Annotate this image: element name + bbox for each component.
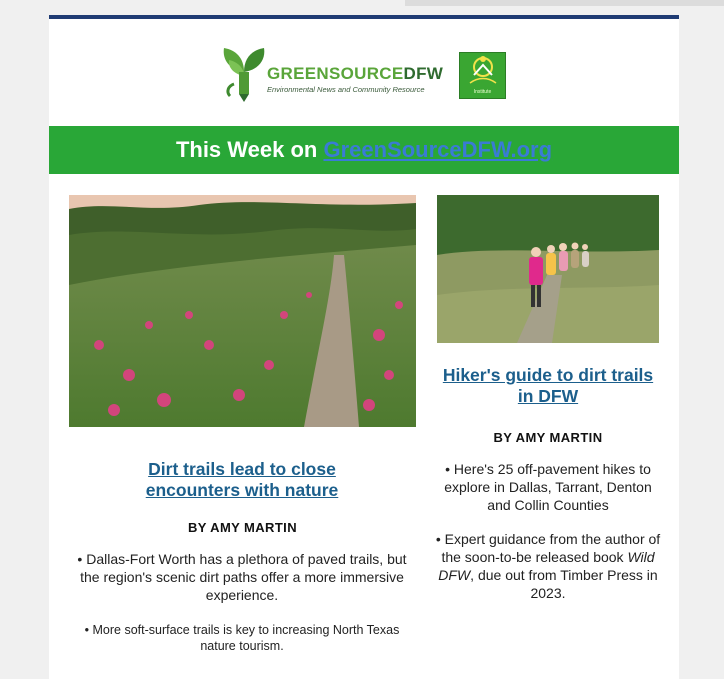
brand-tagline: Environmental News and Community Resource — [267, 85, 425, 94]
trail-photo-left[interactable] — [69, 195, 416, 427]
partner-emblem-icon — [460, 53, 507, 89]
article-left-bullet-2: • More soft-surface trails is key to increasing North Texas nature tourism. — [84, 623, 400, 653]
bullet2-text-start: • Expert guidance from the author of the soon-to-be released book — [435, 531, 661, 565]
article-right-byline: BY AMY MARTIN — [493, 430, 603, 445]
trail-photo-right[interactable] — [437, 195, 659, 343]
week-banner — [49, 126, 679, 174]
partner-name: Institute — [473, 89, 492, 95]
article-right-bullet-2 — [431, 530, 665, 602]
article-left-byline: BY AMY MARTIN — [188, 520, 297, 535]
bullet2-text-end: , due out from Timber Press in 2023. — [470, 567, 658, 601]
leaf-pencil-logo-icon — [220, 42, 268, 102]
article-right-title[interactable]: Hiker's guide to dirt trails in DFW — [442, 365, 654, 406]
article-right-bullet-1: • Here's 25 off-pavement hikes to explore in Dallas, Tarrant, Denton and Collin Counties — [444, 461, 652, 513]
hikers-image — [437, 195, 659, 343]
newsletter-header — [49, 19, 679, 126]
brand-name-part1: GREENSOURCE — [267, 64, 404, 83]
brand-name — [267, 64, 443, 84]
brand-name-part2: DFW — [403, 64, 444, 83]
article-left-title[interactable]: Dirt trails lead to close encounters with nature — [145, 459, 339, 500]
partner-logo[interactable] — [459, 52, 506, 99]
trail-landscape-image — [69, 195, 416, 427]
article-left-bullet-1: • Dallas-Fort Worth has a plethora of paved trails, but the region's scenic dirt paths offer a more immersive experience. — [77, 551, 407, 603]
book-title: Wild DFW — [438, 549, 655, 583]
site-link[interactable]: GreenSourceDFW.org — [323, 137, 553, 162]
newsletter-card — [49, 15, 679, 679]
top-edge-shadow — [405, 0, 724, 6]
banner-prefix: This Week on — [175, 137, 324, 162]
